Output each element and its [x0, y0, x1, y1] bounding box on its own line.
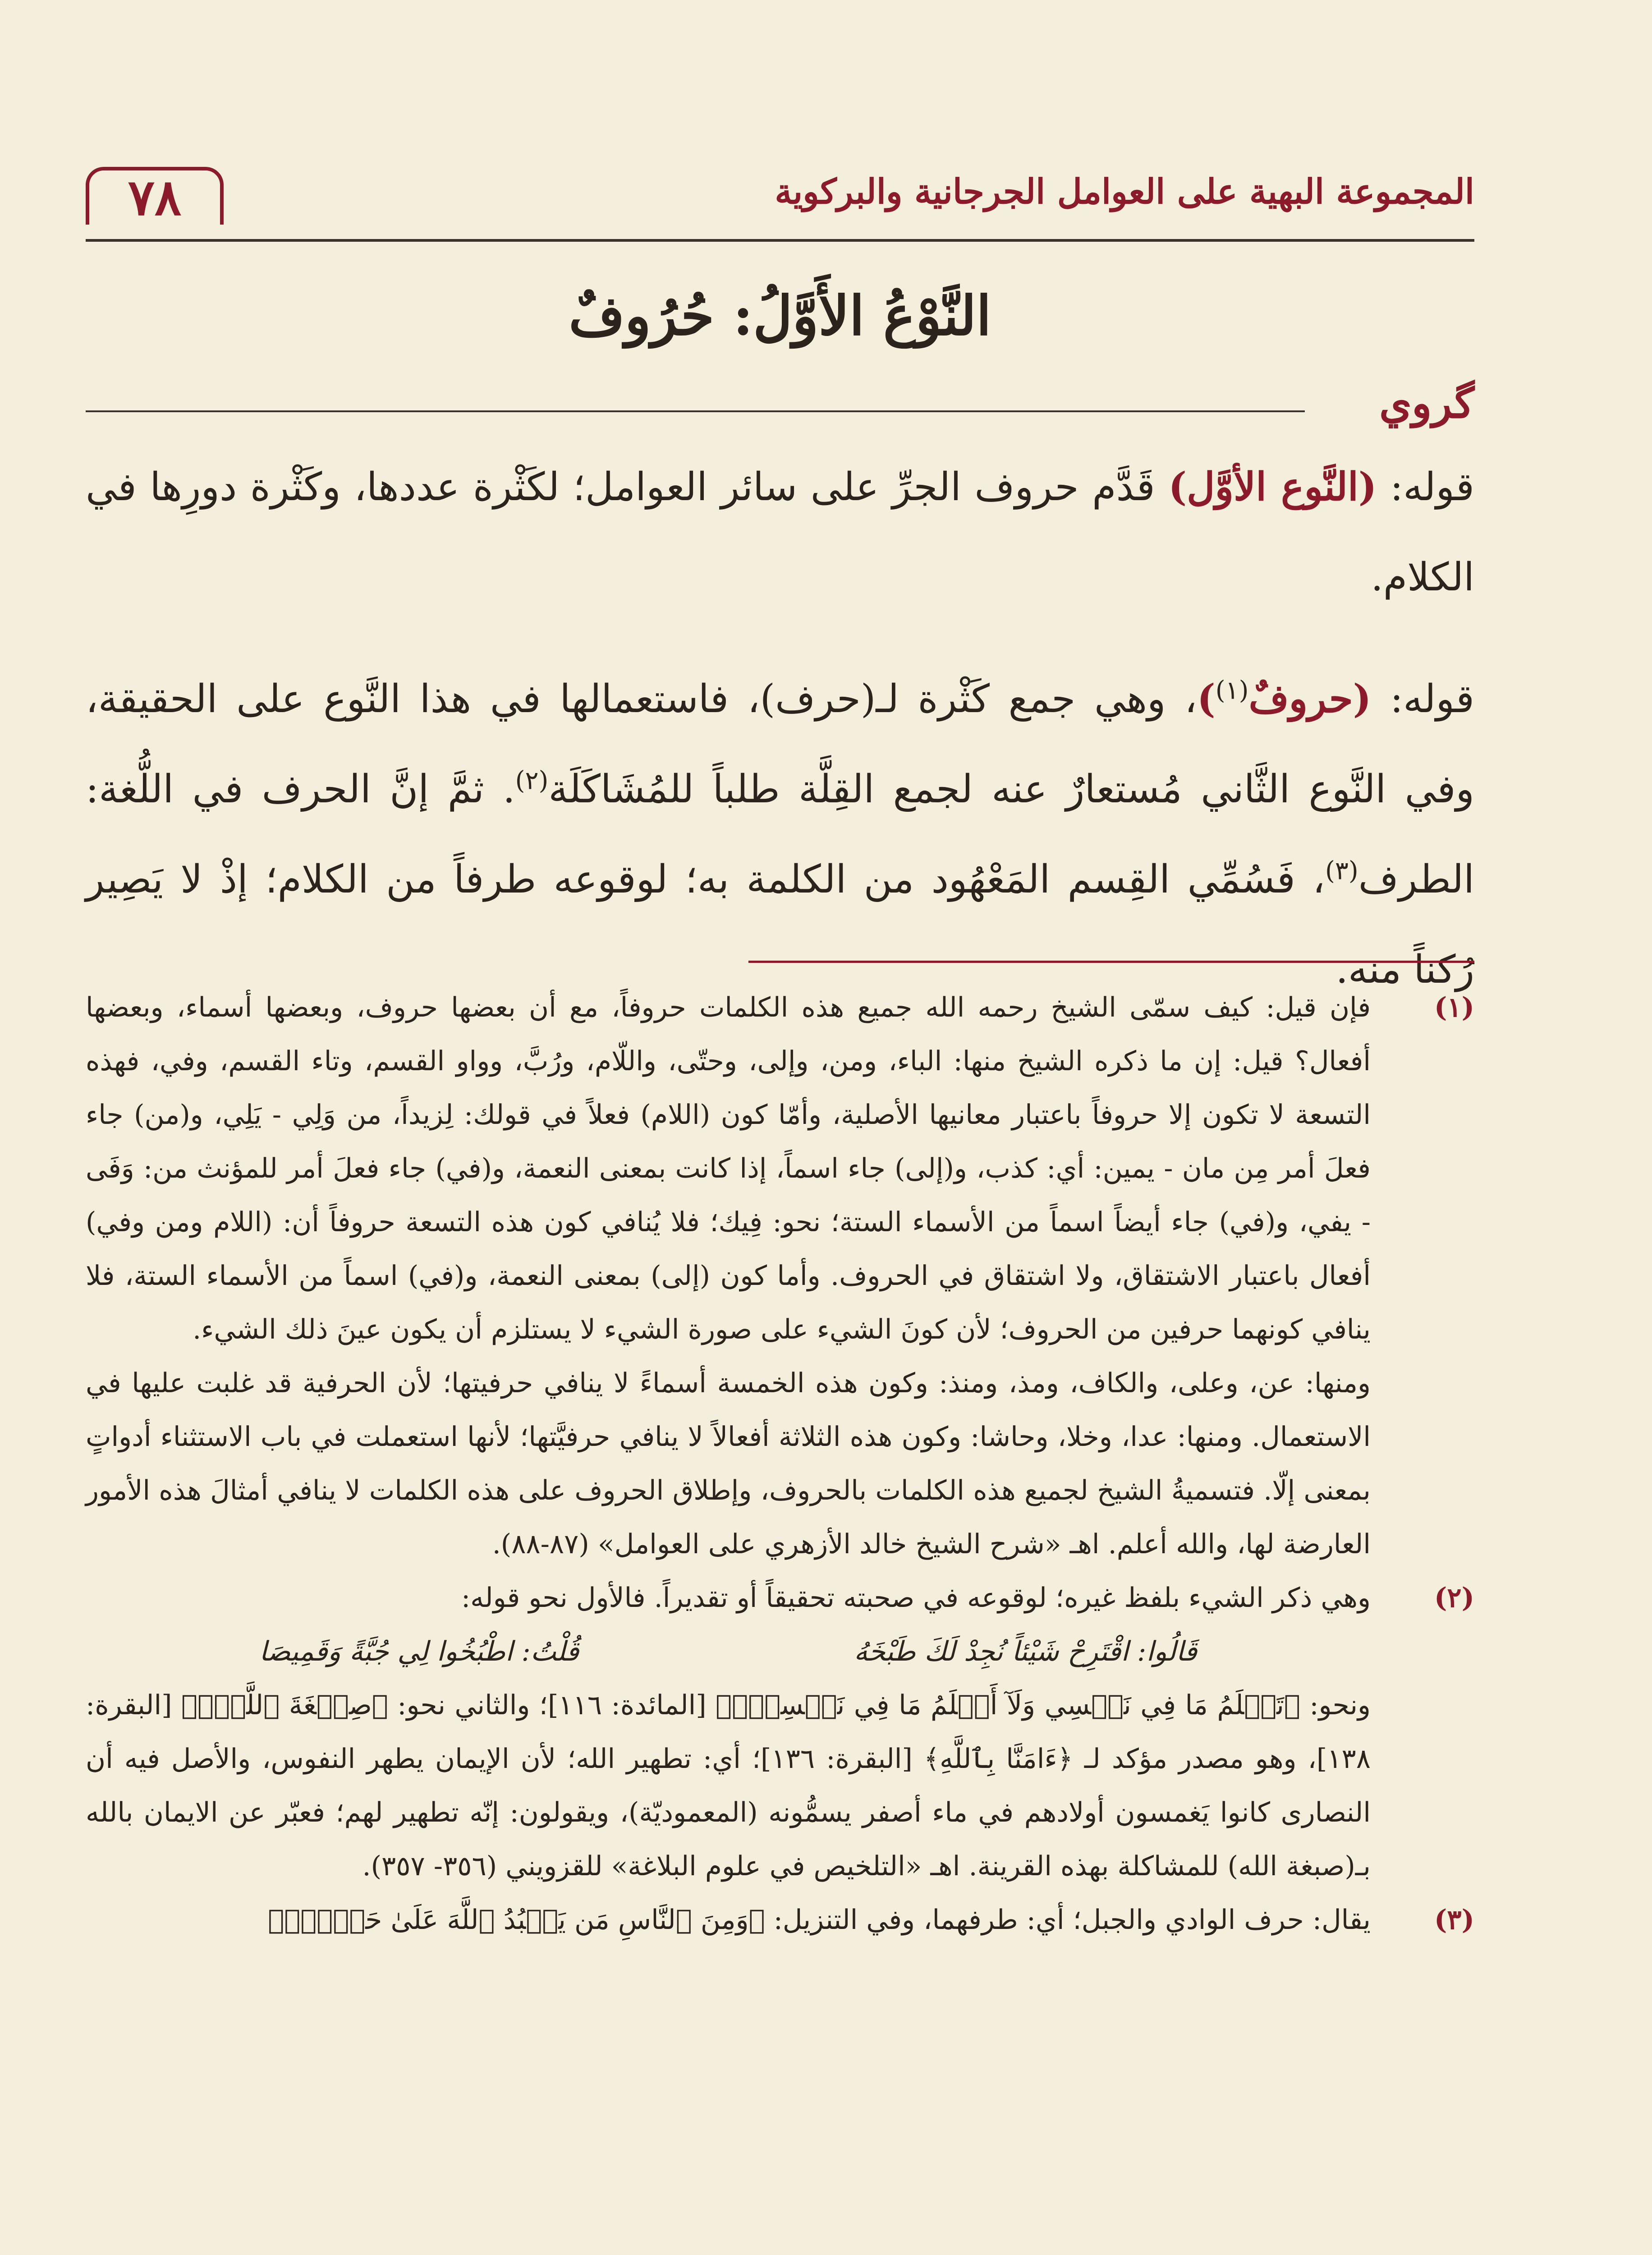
lead-word: قوله: — [1390, 676, 1474, 722]
footnote-ref-1[interactable]: (١) — [1215, 676, 1249, 705]
footnote-number: (٢) — [1434, 1582, 1474, 1614]
poetry-verse — [86, 1625, 1371, 1679]
section-title: النَّوْعُ الأَوَّلُ: حُرُوفٌ — [569, 284, 991, 348]
quoted-term-close: ) — [1197, 676, 1216, 722]
paragraph-text: ، فَسُمِّي القِسم المَعْهُود من الكلمة به؛ لوقوعه طرفاً من الكلام؛ إذْ لا يَصِير رُكناً منه. — [86, 857, 1474, 992]
footnote-number: (١) — [1434, 992, 1474, 1023]
quoted-term: (النَّوع الأوَّل) — [1168, 464, 1377, 510]
paragraph-text: ، وهي جمع كَثْرة لـ(حرف)، فاستعمالها في هذا النَّوع على الحقيقة، وفي النَّوع الثَّاني مُستعارٌ عنه لجمع القِلَّة طلباً للمُشَاكَلَة — [86, 676, 1474, 812]
header-divider — [86, 239, 1474, 242]
running-title: المجموعة البهية على العوامل الجرجانية والبركوية — [775, 171, 1474, 212]
footnote-paragraph: ونحو: ﴿تَعۡلَمُ مَا فِي نَفۡسِي وَلَآ أَعۡلَمُ مَا فِي نَفۡسِكَۚ﴾ [المائدة: ١١٦]؛ والثاني نحو: ﴿صِبۡغَةَ ٱللَّهِۖ﴾ [البقرة: ١٣٨]، وهو مصدر مؤكد لـ ﴿ءَامَنَّا بِٱللَّهِ﴾ [البقرة: ١٣٦]؛ أي: تطهير الله؛ لأن الإيمان يطهر النفوس، والأصل فيه أن النصارى كانوا يَغمسون أولادهم في ماء أصفر يسمُّونه (المعموديّة)، ويقولون: إنّه تطهير لهم؛ فعبّر عن الايمان بالله بـ(صبغة الله) للمشاكلة بهذه القرينة. اهـ «التلخيص في علوم البلاغة» للقزويني (٣٥٦- ٣٥٧). — [86, 1689, 1371, 1882]
footnote-2 — [86, 1571, 1474, 1893]
footnote-3 — [86, 1893, 1474, 1947]
verse-hemistich-1: قَالُوا: اقْتَرِحْ شَيْئاً نُجِدْ لَكَ طَبْخَهُ — [854, 1636, 1198, 1667]
paragraph-text: قَدَّم حروف الجرِّ على سائر العوامل؛ لكَثْرة عددها، وكَثْرة دورِها في الكلام. — [86, 465, 1474, 600]
footnote-divider — [748, 961, 1474, 963]
footnote-paragraph: وهي ذكر الشيء بلفظ غيره؛ لوقوعه في صحبته تحقيقاً أو تقديراً. فالأول نحو قوله: — [461, 1582, 1371, 1614]
quoted-term: (حروفٌ — [1248, 676, 1372, 722]
footnote-paragraph: يقال: حرف الوادي والجبل؛ أي: طرفهما، وفي التنزيل: ﴿وَمِنَ ٱلنَّاسِ مَن يَعۡبُدُ ٱللَّهَ عَلَىٰ حَرۡفٖۖ﴾ — [268, 1904, 1371, 1936]
page-number: ٧٨ — [86, 167, 224, 225]
paragraph-text: . ثمَّ إنَّ الحرف في اللُّغة: الطرف — [86, 767, 1474, 902]
verse-hemistich-2: قُلْتُ: اطْبُخُوا لِي جُبَّةً وَقَمِيصَا — [259, 1636, 579, 1667]
footnote-paragraph: فإن قيل: كيف سمّى الشيخ رحمه الله جميع هذه الكلمات حروفاً، مع أن بعضها حروف، وبعضها أسماء، وبعضها أفعال؟ قيل: إن ما ذكره الشيخ منها: الباء، ومن، وإلى، وحتّى، واللّام، ورُبَّ، وواو القسم، وتاء القسم، وفي، فهذه التسعة لا تكون إلا حروفاً باعتبار معانيها الأصلية، وأمّا كون (اللام) فعلاً في قولك: لِزيداً، من وَلِي - يَلِي، و(من) جاء فعلَ أمر مِن مان - يمين: أي: كذب، و(إلى) جاء اسماً، إذا كانت بمعنى النعمة، و(في) جاء فعلَ أمر للمؤنث من: وَفَى - يفي، و(في) جاء أيضاً اسماً من الأسماء الستة؛ نحو: فِيك؛ فلا يُنافي كون هذه التسعة حروفاً أن: (اللام ومن وفي) أفعال باعتبار الاشتقاق، ولا اشتقاق في الحروف. وأما كون (إلى) بمعنى النعمة، و(في) اسماً من الأسماء الستة، فلا ينافي كونهما حرفين من الحروف؛ لأن كونَ الشيء على صورة الشيء لا يستلزم أن يكون عينَ ذلك الشيء. — [86, 992, 1371, 1345]
main-paragraph-1 — [86, 442, 1474, 622]
footnotes — [86, 981, 1474, 1947]
lead-word: قوله: — [1390, 465, 1474, 510]
footnote-ref-3[interactable]: (٣) — [1325, 856, 1358, 886]
page-header — [86, 149, 1474, 239]
main-text — [86, 442, 1474, 1046]
footnote-paragraph: ومنها: عن، وعلى، والكاف، ومذ، ومنذ: وكون هذه الخمسة أسماءً لا ينافي حرفيتها؛ لأن الحرفية قد غلبت عليها في الاستعمال. ومنها: عدا، وخلا، وحاشا: وكون هذه الثلاثة أفعالاً لا ينافي حرفيَّتها؛ لأنها استعملت في باب الاستثناء أدواتٍ بمعنى إلّا. فتسميةُ الشيخ لجميع هذه الكلمات بالحروف، وإطلاق الحروف على هذه الكلمات لا ينافي أمثالَ هذه الأمور العارضة لها، والله أعلم. اهـ «شرح الشيخ خالد الأزهري على العوامل» (٨٧-٨٨). — [86, 1367, 1371, 1560]
commentator-divider — [86, 410, 1305, 412]
footnote-ref-2[interactable]: (٢) — [515, 766, 549, 796]
commentator-label: گروي — [1379, 379, 1474, 428]
footnote-1 — [86, 981, 1474, 1571]
footnote-number: (٣) — [1434, 1904, 1474, 1936]
